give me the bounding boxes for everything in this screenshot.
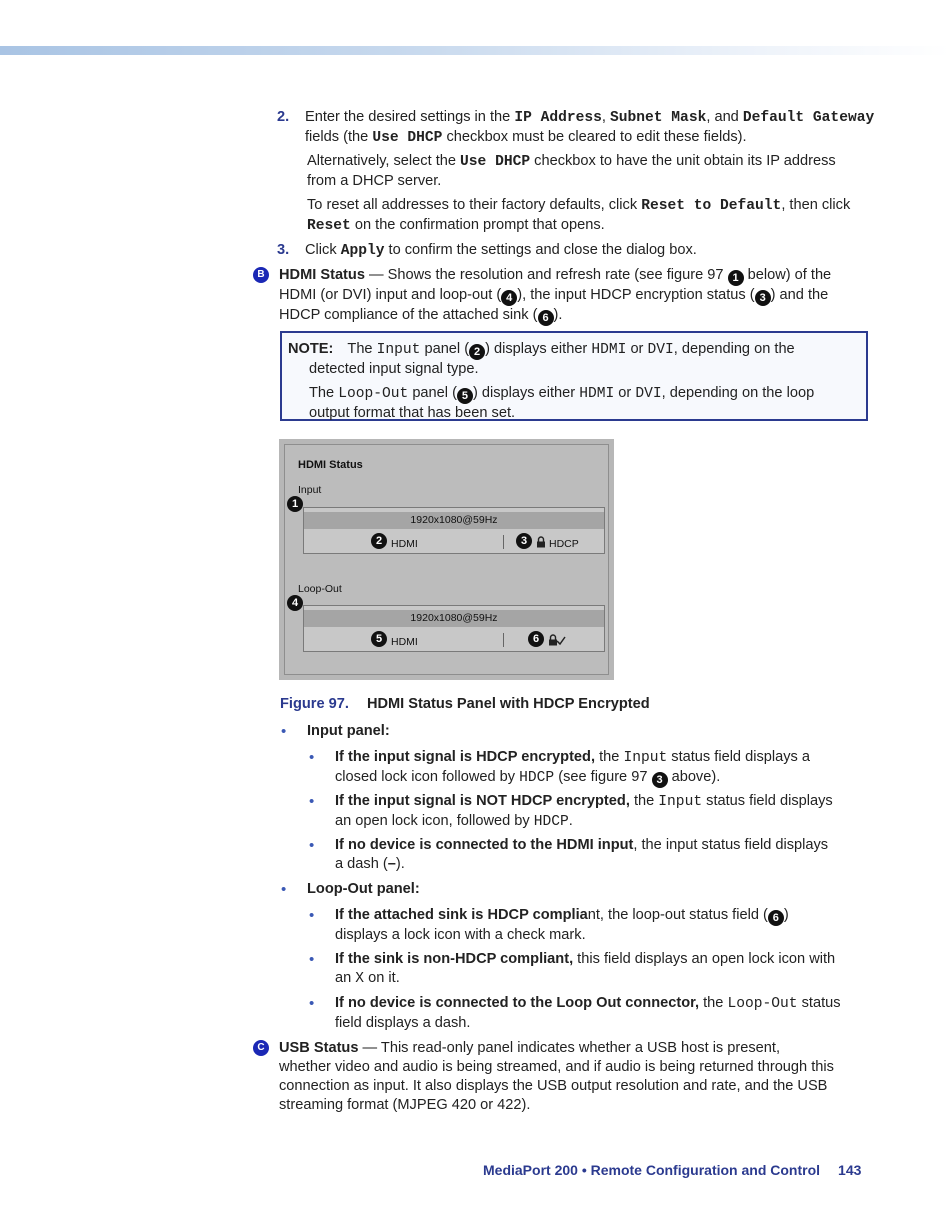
hdmi-status-figure [279,439,614,680]
callout-6-icon: 6 [528,631,544,647]
callout-1-icon: 1 [728,270,744,286]
bullet: • [309,793,315,810]
bullet: • [281,723,287,740]
step-3-text: Click Apply to confirm the settings and close the dialog box. [305,242,697,259]
bullet: • [309,837,315,854]
footer-title: MediaPort 200 • Remote Configuration and Control [483,1162,821,1178]
step-2-text: Enter the desired settings in the IP Address, Subnet Mask, and Default Gateway fields (the Use DHCP checkbox must be cleared to edit these fields). [305,109,875,146]
list-item: If the sink is non-HDCP compliant, this field displays an open lock icon with an X on it. [335,951,836,987]
step-number: 3. [277,242,290,258]
loop-out-panel-heading: Loop-Out panel: [307,881,420,897]
callout-6-icon: 6 [538,310,554,326]
hdmi-status-description: HDMI Status — Shows the resolution and refresh rate (see figure 97 1 below) of the HDMI (or DVI) input and loop-out ( 4 ), the input HDCP encryption status ( 3 ) and the HDCP compliance of the attached sink ( 6 ). [279,267,832,324]
note-box: NOTE: The Input panel ( 2 ) displays either HDMI or DVI, depending on the detected input signal type. The Loop-Out panel ( 5 ) displays either HDMI or DVI, depending on the loop output format that has been set. [280,331,868,421]
header-bar [0,46,950,55]
page-footer [483,1161,861,1180]
bullet: • [309,951,315,968]
page-number: 143 [838,1162,862,1178]
input-resolution: 1920x1080@59Hz [304,512,604,529]
closed-lock-icon [536,536,546,548]
list-item: If the input signal is NOT HDCP encrypted, the Input status field displays an open lock icon, followed by HDCP. [335,793,833,830]
callout-letter-b: B [253,267,269,283]
bullet: • [309,995,315,1012]
input-panel-heading: Input panel: [307,723,390,739]
callout-5-icon: 5 [457,388,473,404]
alternative-paragraph: Alternatively, select the Use DHCP checkbox to have the unit obtain its IP address from a DHCP server. [307,153,836,189]
bullet: • [309,749,315,766]
panel-title: HDMI Status [298,459,363,471]
hdmi-status-panel [284,444,609,675]
usb-status-description: USB Status — This read-only panel indicates whether a USB host is present, whether video and audio is being streamed, and if audio is being returned through this connection as input. It also displays the USB output resolution and rate, and the USB streaming format (MJPEG 420 or 422). [279,1040,834,1113]
callout-2-icon: 2 [371,533,387,549]
lock-check-icon [548,634,566,646]
callout-4-icon: 4 [501,290,517,306]
input-type: HDMI [391,538,418,550]
list-item: If the attached sink is HDCP compliant, the loop-out status field ( 6 ) displays a lock icon with a check mark. [335,907,789,943]
input-hdcp: HDCP [549,538,579,550]
bullet: • [309,907,315,924]
callout-3-icon: 3 [516,533,532,549]
loop-out-resolution: 1920x1080@59Hz [304,610,604,627]
divider [503,633,504,647]
loop-out-type: HDMI [391,636,418,648]
loop-out-label: Loop-Out [298,583,342,595]
callout-2-icon: 2 [469,344,485,360]
callout-1-icon: 1 [287,496,303,512]
input-panel [303,507,605,554]
divider [503,535,504,549]
callout-4-icon: 4 [287,595,303,611]
callout-3-icon: 3 [755,290,771,306]
loop-out-panel [303,605,605,652]
note-label: NOTE: [288,341,334,357]
figure-caption: Figure 97. HDMI Status Panel with HDCP Encrypted [280,696,650,712]
callout-5-icon: 5 [371,631,387,647]
bullet: • [281,881,287,898]
callout-3-icon: 3 [652,772,668,788]
input-label: Input [298,484,322,496]
step-number: 2. [277,109,290,125]
list-item: If no device is connected to the Loop Out connector, the Loop-Out status field displays a dash. [335,995,841,1031]
reset-paragraph: To reset all addresses to their factory defaults, click Reset to Default, then click Reset on the confirmation prompt that opens. [307,197,851,234]
callout-letter-c: C [253,1040,269,1056]
list-item: If the input signal is HDCP encrypted, the Input status field displays a closed lock icon followed by HDCP (see figure 97 3 above). [335,749,811,786]
list-item: If no device is connected to the HDMI input, the input status field displays a dash (–). [335,837,829,872]
callout-6-icon: 6 [768,910,784,926]
